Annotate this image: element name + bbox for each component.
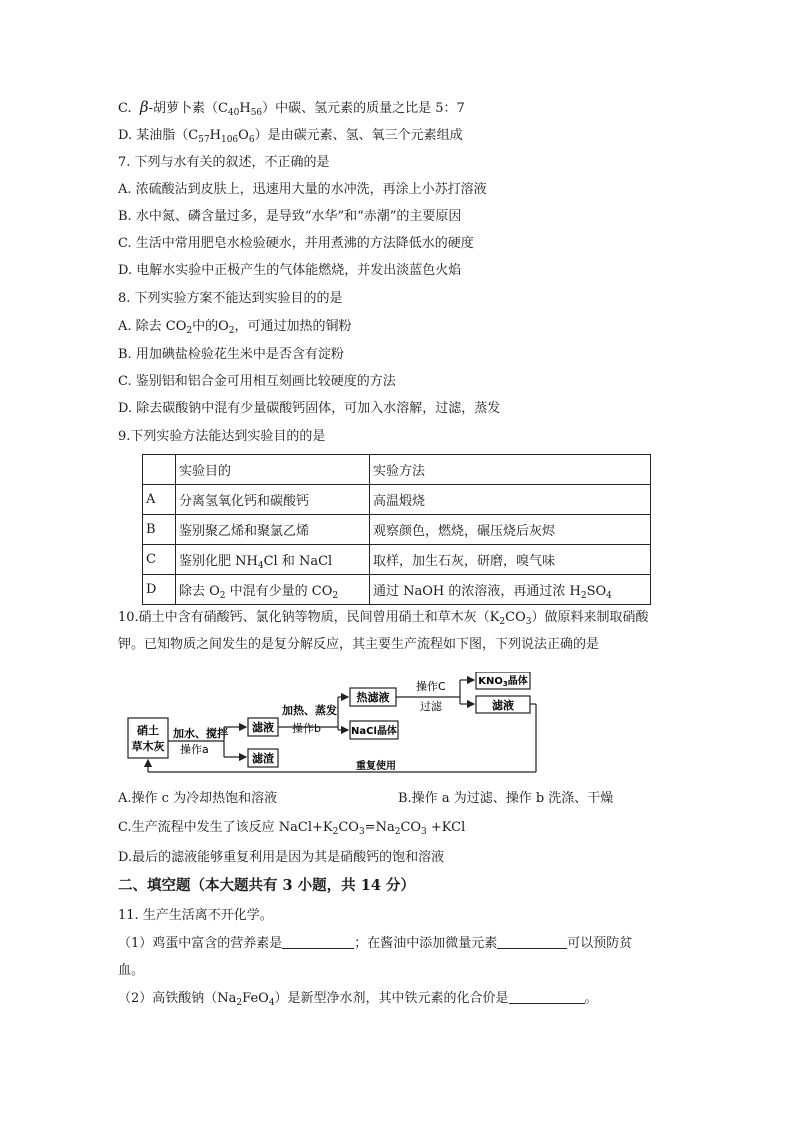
q7-option-c: C. 生活中常用肥皂水检验硬水，并用煮沸的方法降低水的硬度 bbox=[118, 236, 474, 251]
table-cell: 高温煅烧 bbox=[370, 485, 651, 515]
q8-option-b: B. 用加碘盐检验花生米中是否含有淀粉 bbox=[118, 347, 344, 362]
table-row bbox=[143, 575, 651, 605]
step-a-label-2: 操作a bbox=[180, 743, 209, 756]
section-2-heading: 二、填空题（本大题共有 3 小题，共 14 分） bbox=[118, 877, 415, 894]
answer-blank[interactable] bbox=[282, 935, 354, 949]
filtrate-label: 滤液 bbox=[252, 721, 274, 734]
table-row bbox=[143, 515, 651, 545]
q11-part1: （1）鸡蛋中富含的营养素是 ；在酱油中添加微量元素 可以预防贫 bbox=[118, 936, 633, 951]
raw-material-label-2: 草木灰 bbox=[131, 740, 165, 753]
table-cell: 观察颜色，燃烧，碾压烧后灰烬 bbox=[370, 515, 651, 545]
table-header-cell bbox=[143, 455, 176, 485]
q7-option-a: A. 浓硫酸沾到皮肤上，迅速用大量的水冲洗，再涂上小苏打溶液 bbox=[118, 182, 487, 197]
table-header-row bbox=[143, 455, 651, 485]
q8-option-d: D. 除去碳酸钠中混有少量碳酸钙固体，可加入水溶解，过滤，蒸发 bbox=[118, 401, 501, 416]
reuse-label: 重复使用 bbox=[356, 761, 396, 772]
table-cell: 分离氢氧化钙和碳酸钙 bbox=[176, 485, 370, 515]
step-b-label-1: 加热、蒸发 bbox=[282, 704, 337, 717]
q7-option-d: D. 电解水实验中正极产生的气体能燃烧，并发出淡蓝色火焰 bbox=[118, 263, 462, 278]
step-c-label-1: 操作C bbox=[416, 680, 446, 693]
q10-option-a: A.操作 c 为冷却热饱和溶液 bbox=[118, 791, 278, 806]
table-cell: 取样，加生石灰，研磨，嗅气味 bbox=[370, 545, 651, 575]
table-cell: 鉴别聚乙烯和聚氯乙烯 bbox=[176, 515, 370, 545]
table-cell: 除去 $O_2$ 中混有少量的 $CO_2$ bbox=[176, 575, 370, 605]
step-b-label-2: 操作b bbox=[292, 722, 321, 735]
q9-table bbox=[142, 454, 651, 605]
q7-stem: 7. 下列与水有关的叙述，不正确的是 bbox=[118, 155, 330, 170]
raw-material-label-1: 硝土 bbox=[137, 724, 159, 737]
q10-option-c: C.生产流程中发生了该反应 $NaCl+K_2CO_3=Na_2CO_3 +KCl$ bbox=[118, 820, 466, 837]
q8-stem: 8. 下列实验方案不能达到实验目的的是 bbox=[118, 291, 343, 306]
q10-stem-line2: 钾。已知物质之间发生的是复分解反应，其主要生产流程如下图，下列说法正确的是 bbox=[118, 637, 600, 652]
hot-filtrate-label: 热滤液 bbox=[356, 691, 390, 704]
q9-stem: 9.下列实验方法能达到实验目的的是 bbox=[118, 429, 326, 444]
table-header-cell: 实验目的 bbox=[176, 455, 370, 485]
q11-part1-cont: 血。 bbox=[118, 963, 145, 978]
q11-part2: （2）高铁酸钠$(Na_2FeO_4)$是新型净水剂，其中铁元素的化合价是 。 bbox=[118, 991, 598, 1008]
q10-stem-line1: 10.硝土中含有硝酸钙、氯化钠等物质，民间曾用硝土和草木灰$(K_2CO_3)$做原料来制取硝酸 bbox=[118, 610, 649, 627]
q8-option-c: C. 鉴别铝和铝合金可用相互刻画比较硬度的方法 bbox=[118, 374, 396, 389]
answer-blank[interactable] bbox=[497, 935, 567, 949]
table-cell: 通过 NaOH 的浓溶液，再通过浓 $H_2SO_4$ bbox=[370, 575, 651, 605]
table-cell: B bbox=[143, 515, 176, 545]
table-cell: A bbox=[143, 485, 176, 515]
q8-option-a: A. 除去 $CO_2$中的$O_2$，可通过加热的铜粉 bbox=[118, 319, 352, 336]
table-row bbox=[143, 485, 651, 515]
kno3-crystal-label: $KNO_3$晶体 bbox=[478, 676, 528, 688]
table-row bbox=[143, 545, 651, 575]
q6-option-d: D. 某油脂$(C_{57}H_{106}O_6)$是由碳元素、氢、氧三个元素组成 bbox=[118, 128, 463, 145]
table-cell: D bbox=[143, 575, 176, 605]
step-a-label-1: 加水、搅拌 bbox=[173, 727, 228, 740]
q10-option-b: B.操作 a 为过滤、操作 b 洗涤、干燥 bbox=[398, 791, 614, 806]
q7-option-b: B. 水中氮、磷含量过多，是导致“水华”和“赤潮”的主要原因 bbox=[118, 209, 462, 224]
table-cell: 鉴别化肥 $NH_4Cl$ 和 NaCl bbox=[176, 545, 370, 575]
q6-option-c: C. β-胡萝卜素$(C_{40}H_{56})$中碳、氢元素的质量之比是 5：7 bbox=[118, 98, 465, 118]
table-cell: C bbox=[143, 545, 176, 575]
final-filtrate-label: 滤液 bbox=[492, 699, 514, 712]
nacl-crystal-label: NaCl晶体 bbox=[351, 726, 397, 737]
production-flowchart bbox=[120, 672, 540, 778]
residue-label: 滤渣 bbox=[252, 752, 274, 765]
table-header-cell: 实验方法 bbox=[370, 455, 651, 485]
answer-blank[interactable] bbox=[509, 990, 585, 1004]
q10-option-d: D.最后的滤液能够重复利用是因为其是硝酸钙的饱和溶液 bbox=[118, 850, 445, 865]
step-c-label-2: 过滤 bbox=[420, 700, 442, 713]
q11-stem: 11. 生产生活离不开化学。 bbox=[118, 908, 273, 923]
